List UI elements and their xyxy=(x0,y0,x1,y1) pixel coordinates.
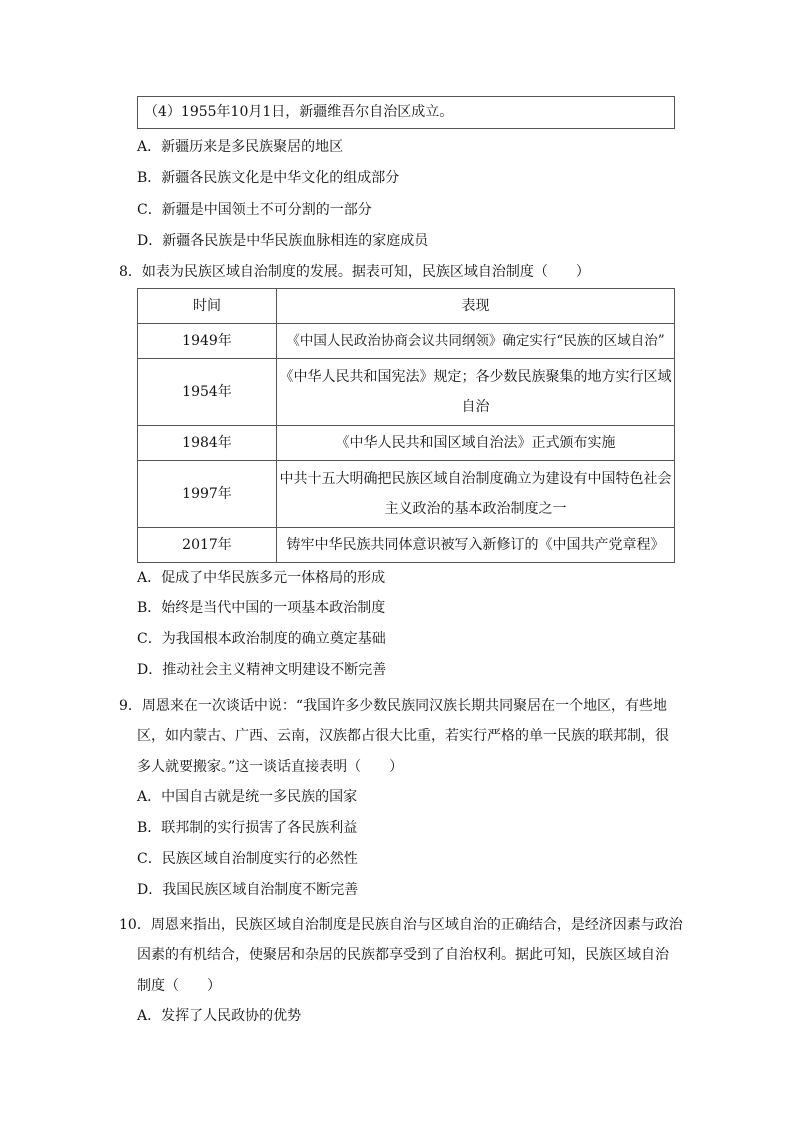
q9-stem-line-2: 区，如内蒙古、广西、云南，汉族都占很大比重，若实行严格的单一民族的联邦制，很 xyxy=(137,728,669,744)
q8-table xyxy=(137,288,675,563)
table-cell-desc xyxy=(277,461,675,528)
table-row xyxy=(138,461,675,528)
table-cell-line: 铸牢中华民族共同体意识被写入新修订的《中国共产党章程》 xyxy=(286,537,665,553)
prev-option-d: D．新疆各民族是中华民族血脉相连的家庭成员 xyxy=(137,233,429,249)
table-header-time: 时间 xyxy=(138,289,277,324)
table-row xyxy=(138,324,675,359)
table-cell-line: 《中华人民共和国区域自治法》正式颁布实施 xyxy=(335,435,616,451)
table-cell-line: 《中华人民共和国宪法》规定；各少数民族聚集的地方实行区域 xyxy=(279,369,672,385)
q8-stem: 8．如表为民族区域自治制度的发展。据表可知，民族区域自治制度（ ） xyxy=(119,264,590,280)
table-cell-year: 1954年 xyxy=(138,359,277,426)
table-cell-line: 主义政治的基本政治制度之一 xyxy=(384,501,567,517)
table-row xyxy=(138,359,675,426)
table-cell-desc xyxy=(277,324,675,359)
table-cell-line: 中共十五大明确把民族区域自治制度确立为建设有中国特色社会 xyxy=(279,471,672,487)
table-row xyxy=(138,528,675,563)
q9-option-a: A．中国自古就是统一多民族的国家 xyxy=(137,789,358,805)
boxed-material-line: （4）1955年10月1日，新疆维吾尔自治区成立。 xyxy=(137,96,675,129)
table-cell-year: 1984年 xyxy=(138,426,277,461)
q10-stem-line-2: 因素的有机结合，使聚居和杂居的民族都享受到了自治权利。据此可知，民族区域自治 xyxy=(137,947,669,963)
q9-option-c: C．民族区域自治制度实行的必然性 xyxy=(137,851,358,867)
q8-option-b: B．始终是当代中国的一项基本政治制度 xyxy=(137,600,386,616)
table-cell-desc xyxy=(277,359,675,426)
q8-option-d: D．推动社会主义精神文明建设不断完善 xyxy=(137,662,387,678)
table-cell-year: 1997年 xyxy=(138,461,277,528)
prev-option-a: A．新疆历来是多民族聚居的地区 xyxy=(137,139,344,155)
q10-option-a: A．发挥了人民政协的优势 xyxy=(137,1008,302,1024)
q9-option-b: B．联邦制的实行损害了各民族利益 xyxy=(137,820,358,836)
prev-option-c: C．新疆是中国领土不可分割的一部分 xyxy=(137,202,372,218)
table-cell-line: 自治 xyxy=(461,399,490,415)
table-row xyxy=(138,426,675,461)
table-cell-year: 1949年 xyxy=(138,324,277,359)
q9-stem-line-3: 多人就要搬家。”这一谈话直接表明（ ） xyxy=(137,759,404,775)
q9-stem-line-1: 9．周恩来在一次谈话中说：“我国许多少数民族同汉族长期共同聚居在一个地区，有些地 xyxy=(119,698,668,714)
table-cell-desc xyxy=(277,528,675,563)
q10-stem-line-3: 制度（ ） xyxy=(137,978,221,994)
table-header-row xyxy=(138,289,675,324)
table-cell-desc xyxy=(277,426,675,461)
q8-option-c: C．为我国根本政治制度的确立奠定基础 xyxy=(137,631,386,647)
table-header-performance: 表现 xyxy=(277,289,675,324)
table-cell-line: 《中国人民政治协商会议共同纲领》确定实行“民族的区域自治” xyxy=(286,333,665,349)
table-cell-year: 2017年 xyxy=(138,528,277,563)
q8-option-a: A．促成了中华民族多元一体格局的形成 xyxy=(137,570,386,586)
q9-option-d: D．我国民族区域自治制度不断完善 xyxy=(137,882,359,898)
prev-option-b: B．新疆各民族文化是中华文化的组成部分 xyxy=(137,170,400,186)
q10-stem-line-1: 10．周恩来指出，民族区域自治制度是民族自治与区域自治的正确结合，是经济因素与政治 xyxy=(119,917,683,933)
